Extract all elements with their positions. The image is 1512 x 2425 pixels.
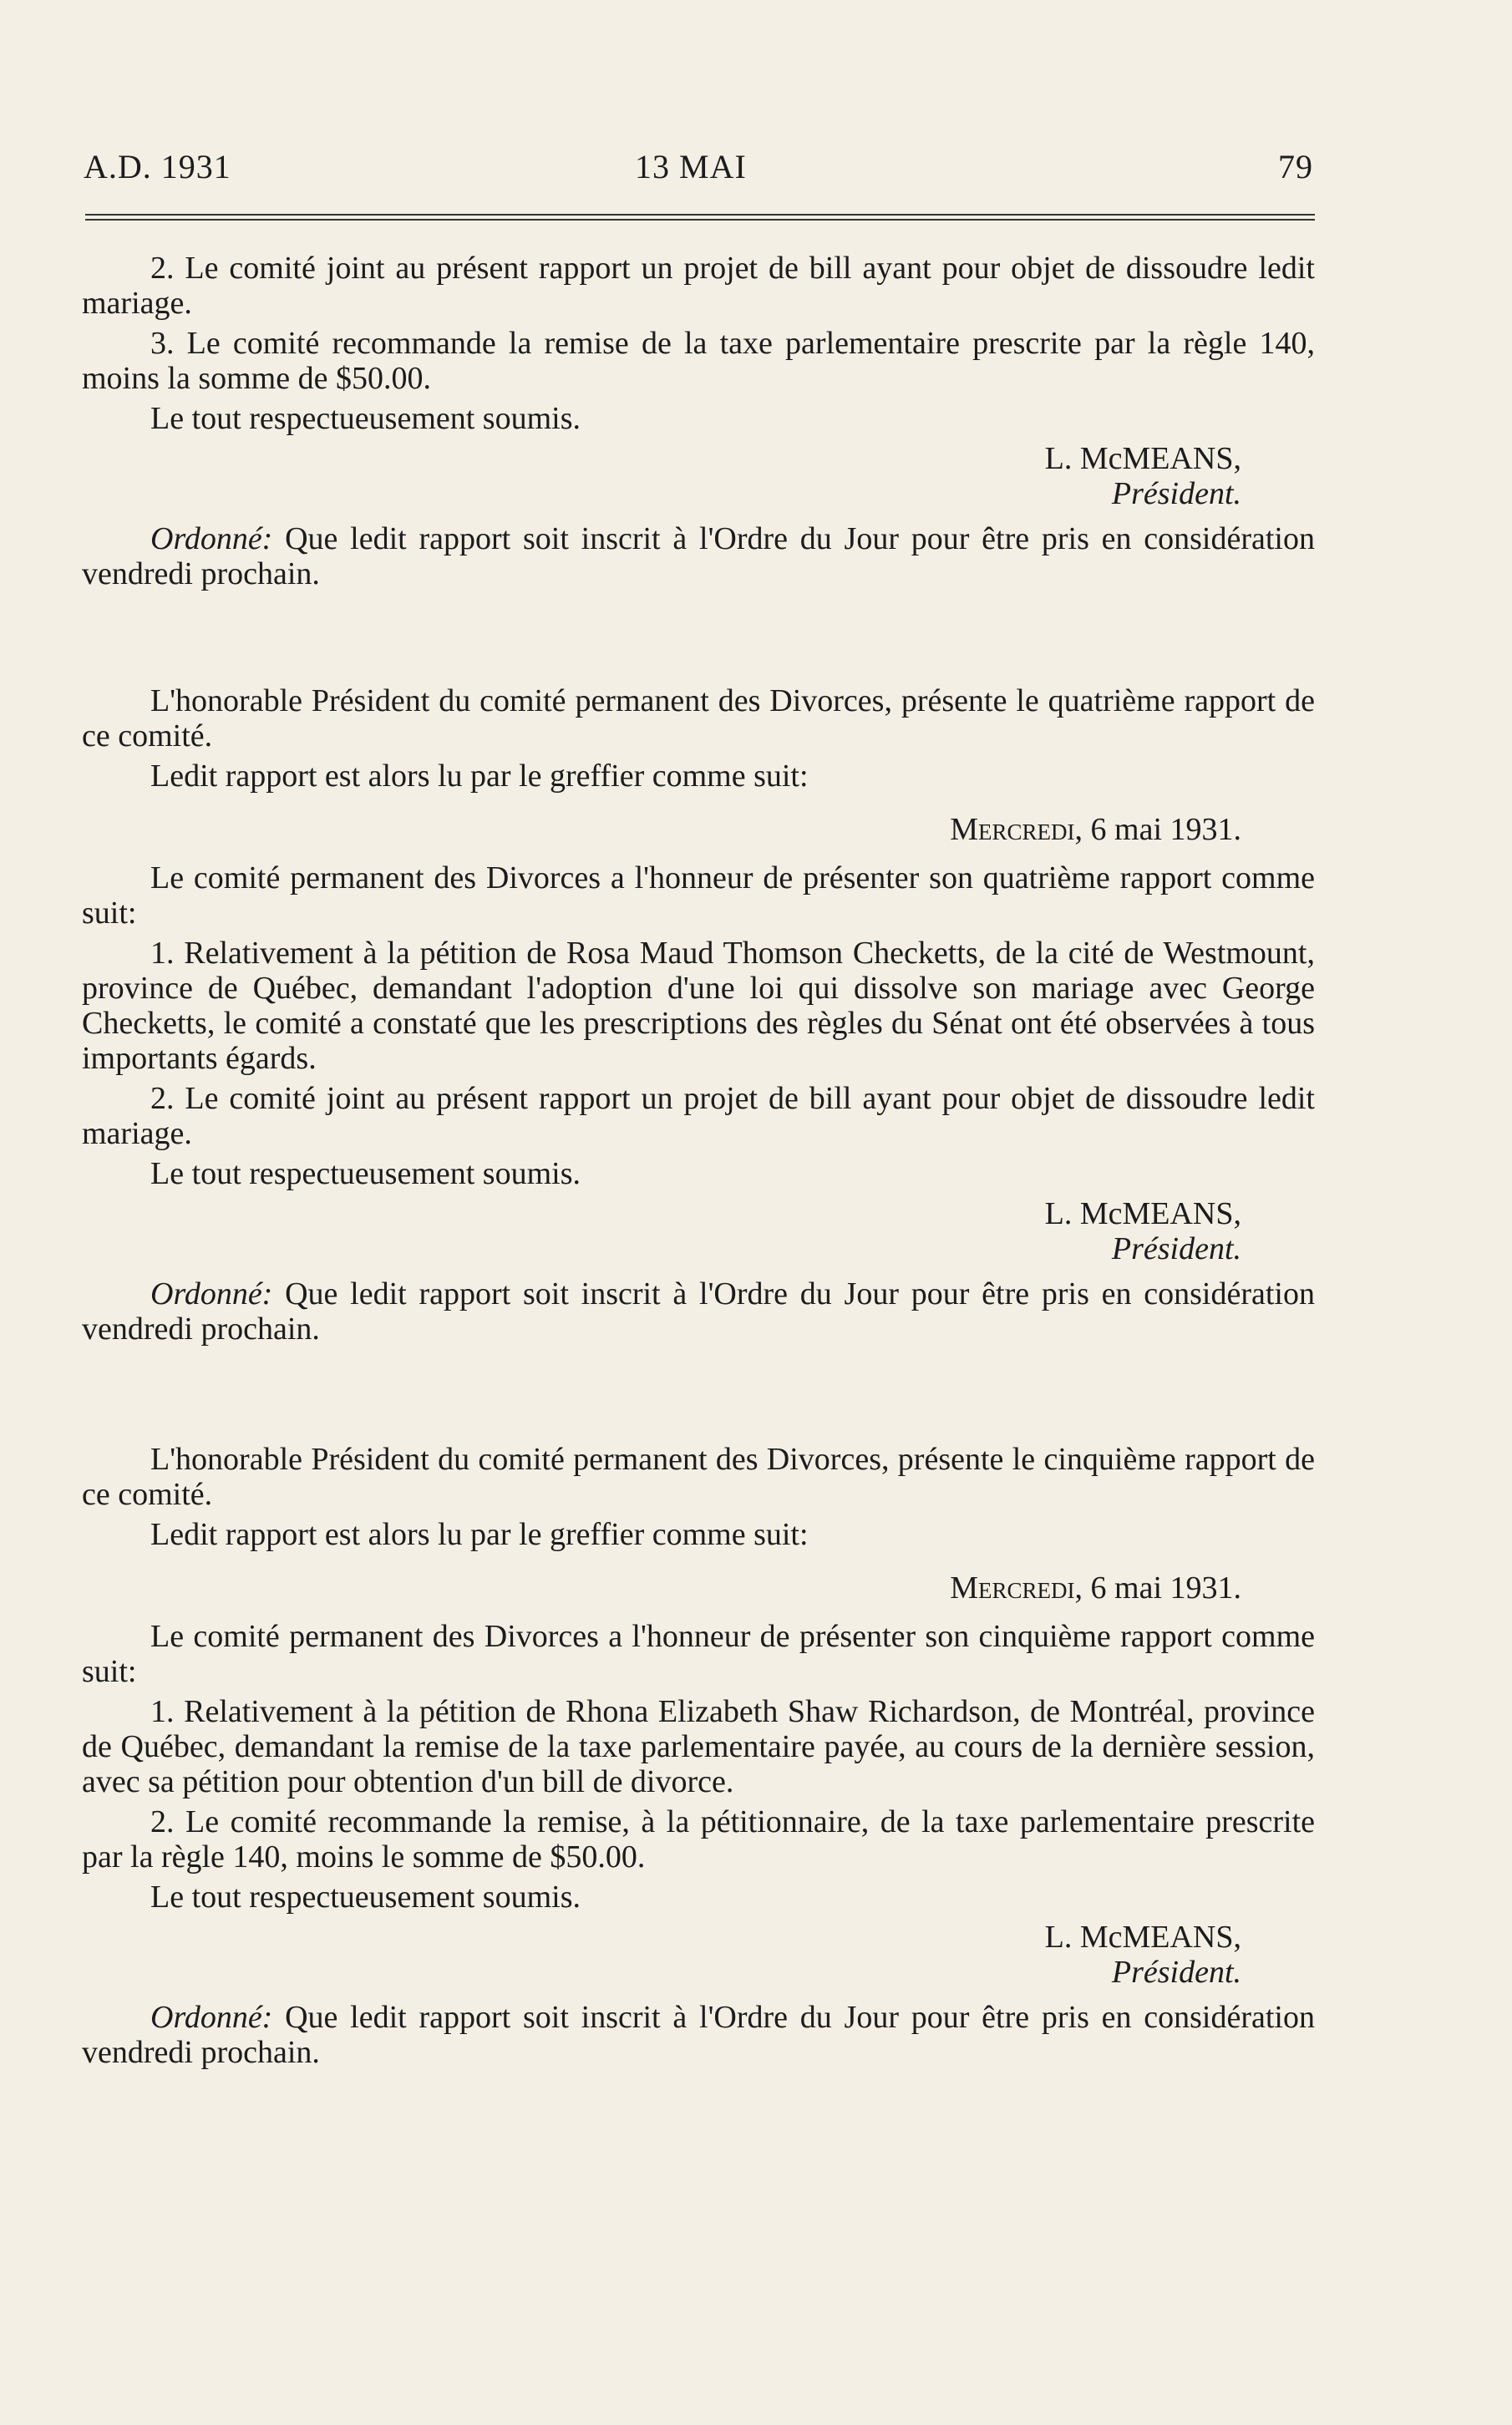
ordered-paragraph (82, 521, 1315, 591)
report-item: 1. Relativement à la pétition de Rosa Maud Thomson Checketts, de la cité de Westmount, province de Québec, demandant l'adoption d'une loi qui dissolve son mariage avec George Checketts, le comité a constaté que les prescriptions des règles du Sénat ont été observées à tous importants égards. (82, 936, 1315, 1076)
ordered-label: Ordonné: (150, 2000, 273, 2035)
report-read-line: Ledit rapport est alors lu par le greffier comme suit: (150, 1517, 809, 1552)
fourth-report (82, 683, 1315, 1347)
signature-role: Président. (1111, 1955, 1241, 1990)
ordered-label: Ordonné: (150, 521, 273, 556)
signature-role: Président. (1111, 1231, 1241, 1266)
page-header (84, 147, 1313, 189)
page-body (82, 251, 1315, 2075)
report-read-line: Ledit rapport est alors lu par le greffier comme suit: (150, 758, 809, 794)
ordered-paragraph (82, 1276, 1315, 1347)
page-number: 79 (1278, 148, 1313, 185)
signature-role: Président. (1111, 476, 1241, 511)
header-year: A.D. 1931 (84, 148, 231, 185)
report-date-day: Mercredi (950, 812, 1075, 847)
report-date-rest: , 6 mai 1931. (1074, 812, 1241, 847)
ordered-paragraph (82, 2000, 1315, 2070)
report-item: 1. Relativement à la pétition de Rhona Elizabeth Shaw Richardson, de Montréal, province de Québec, demandant la remise de la taxe parlementaire payée, au cours de la dernière session, avec sa pétition pour obtention d'un bill de divorce. (82, 1694, 1315, 1799)
ordered-text: Que ledit rapport soit inscrit à l'Ordre du Jour pour être pris en considération vendredi prochain. (82, 521, 1315, 591)
report-item: 2. Le comité recommande la remise, à la pétitionnaire, de la taxe parlementaire prescrite par la règle 140, moins le somme de $50.00. (82, 1804, 1315, 1875)
report-item: 2. Le comité joint au présent rapport un projet de bill ayant pour objet de dissoudre ledit mariage. (82, 251, 1315, 321)
ordered-label: Ordonné: (150, 1276, 273, 1311)
report-item: 2. Le comité joint au présent rapport un projet de bill ayant pour objet de dissoudre ledit mariage. (82, 1081, 1315, 1151)
report-closing: Le tout respectueusement soumis. (150, 401, 581, 436)
fifth-report (82, 1442, 1315, 2070)
report-intro: L'honorable Président du comité permanent des Divorces, présente le quatrième rapport de ce comité. (82, 683, 1315, 753)
report-date (82, 812, 1315, 847)
header-date: 13 MAI (635, 148, 747, 185)
signature: L. McMEANS, (1044, 1920, 1241, 1955)
report-date-rest: , 6 mai 1931. (1074, 1570, 1241, 1606)
signature: L. McMEANS, (1044, 441, 1241, 476)
report-intro: L'honorable Président du comité permanent des Divorces, présente le cinquième rapport de ce comité. (82, 1442, 1315, 1512)
report-continuation (82, 251, 1315, 591)
ordered-text: Que ledit rapport soit inscrit à l'Ordre du Jour pour être pris en considération vendredi prochain. (82, 1276, 1315, 1347)
header-double-rule (85, 214, 1315, 221)
signature: L. McMEANS, (1044, 1196, 1241, 1231)
report-date (82, 1570, 1315, 1606)
report-honour: Le comité permanent des Divorces a l'honneur de présenter son quatrième rapport comme suit: (82, 860, 1315, 931)
report-closing: Le tout respectueusement soumis. (150, 1880, 581, 1915)
report-date-day: Mercredi (950, 1570, 1075, 1606)
report-honour: Le comité permanent des Divorces a l'honneur de présenter son cinquième rapport comme suit: (82, 1619, 1315, 1689)
ordered-text: Que ledit rapport soit inscrit à l'Ordre du Jour pour être pris en considération vendredi prochain. (82, 2000, 1315, 2070)
report-item: 3. Le comité recommande la remise de la taxe parlementaire prescrite par la règle 140, moins la somme de $50.00. (82, 326, 1315, 396)
report-closing: Le tout respectueusement soumis. (150, 1156, 581, 1191)
